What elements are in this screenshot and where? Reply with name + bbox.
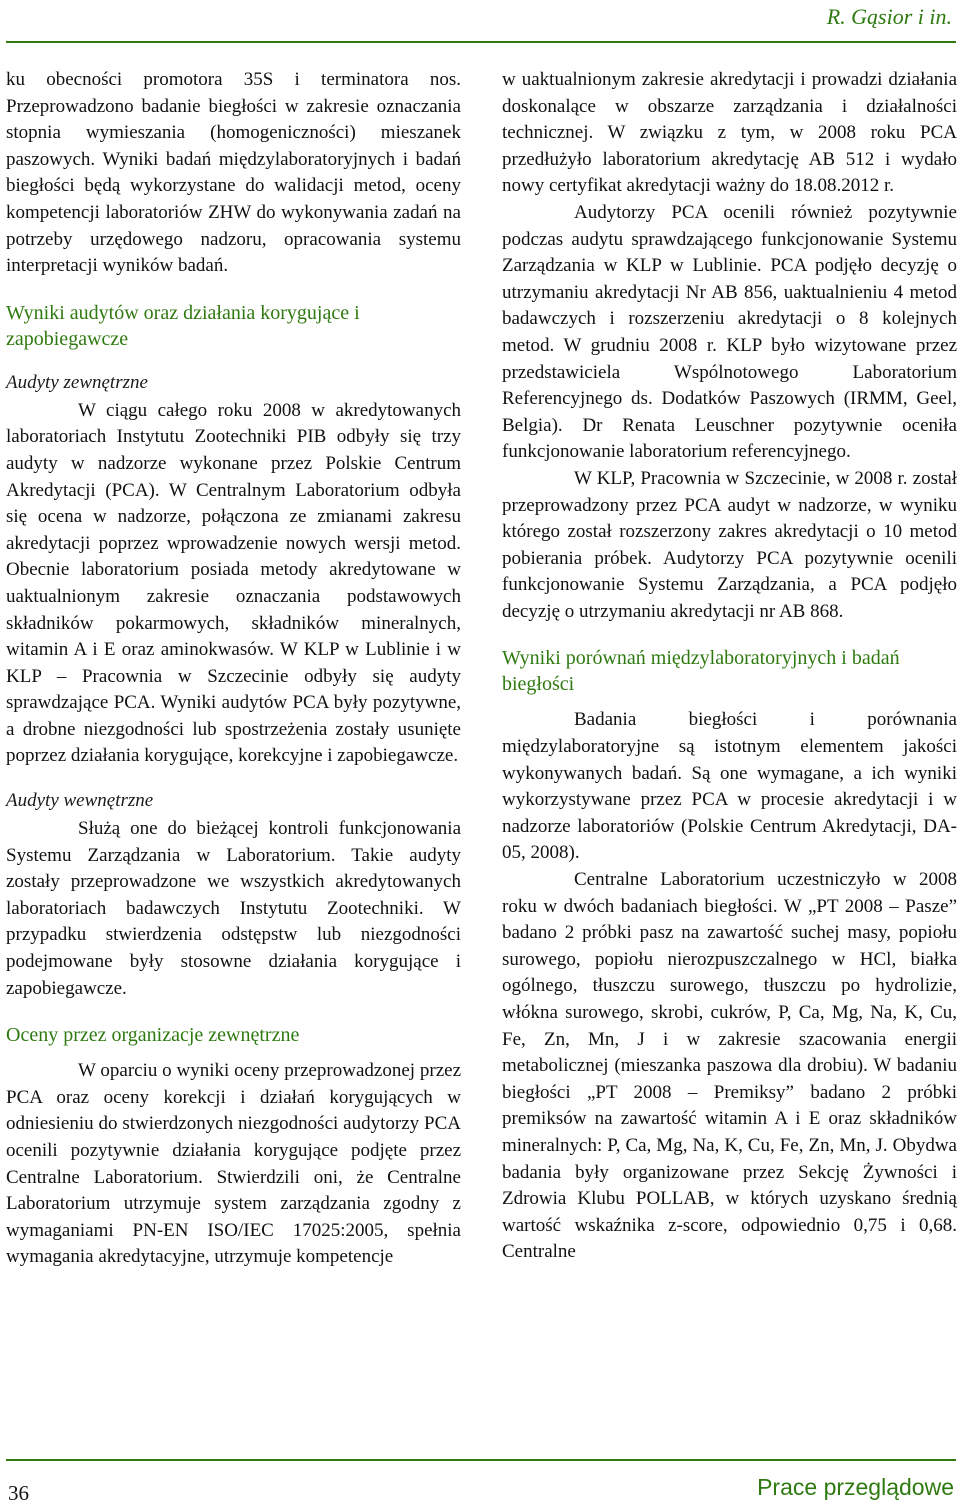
paragraph: W KLP, Pracownia w Szczecinie, w 2008 r. został przeprowadzony przez PCA audyt w nadzorze, w wyniku którego został rozszerzony zakres akredytacji o 10 metod pobierania próbek. Audytorzy PCA pozytywnie ocenili funkcjonowanie Systemu Zarządzania, a PCA podjęło decyzję o utrzymaniu akredytacji nr AB 868. xyxy=(502,467,957,622)
footer-divider xyxy=(6,1459,956,1461)
header-divider xyxy=(6,41,956,43)
paragraph: w uaktualnionym zakresie akredytacji i prowadzi działania doskonalące w obszarze zarządzania i działalności technicznej. W związku z tym, w 2008 roku PCA przedłużyło laboratorium akredytację AB 512 i wydało nowy certyfikat akredytacji ważny do 18.08.2012 r. xyxy=(502,69,957,197)
section-heading: Oceny przez organizacje zewnętrzne xyxy=(6,1024,300,1047)
paragraph: Audytorzy PCA ocenili również pozytywnie podczas audytu sprawdzającego funkcjonowanie Systemu Zarządzania w KLP w Lublinie. PCA podjęło decyzję o utrzymaniu akredytacji Nr AB 856, uaktualnieniu 4 metod badawczych i rozszerzeniu akredytacji o 8 kolejnych metod. W grudniu 2008 r. KLP było wizytowane przez przedstawiciela Wspólnotowego Laboratorium Referencyjnego ds. Dodatków Paszowych (IRMM, Geel, Belgia). Dr Renata Leuschner pozytywnie oceniła funkcjonowanie laboratorium referencyjnego. xyxy=(502,201,957,463)
section-heading: Wyniki audytów oraz działania korygujące i zapobiegawcze xyxy=(6,301,360,350)
journal-section-name: Prace przeglądowe xyxy=(757,1474,954,1500)
right-column xyxy=(502,67,957,1266)
paragraph: ku obecności promotora 35S i terminatora nos. Przeprowadzono badanie biegłości w zakresie oznaczania stopnia wymieszania (homogeniczności) mieszanek paszowych. Wyniki badań międzylaboratoryjnych i badań biegłości będą wykorzystane do walidacji metod, oceny kompetencji laboratoriów ZHW do wykonywania zadań na potrzeby urzędowego nadzoru, opracowania systemu interpretacji wyników badań. xyxy=(6,69,461,277)
subsection-heading: Audyty wewnętrzne xyxy=(6,790,154,812)
paragraph: Służą one do bieżącej kontroli funkcjonowania Systemu Zarządzania w Laboratorium. Takie audyty zostały przeprowadzone we wszystkich akredytowanych laboratoriach badawczych Instytutu Zootechniki. W przypadku stwierdzenia odstępstw lub niezgodności podejmowane były stosowne działania korygujące i zapobiegawcze. xyxy=(6,818,461,999)
section-heading: Wyniki porównań międzylaboratoryjnych i badań biegłości xyxy=(502,647,900,696)
paragraph: W ciągu całego roku 2008 w akredytowanych laboratoriach Instytutu Zootechniki PIB odbyły się trzy audyty w nadzorze wykonane przez Polskie Centrum Akredytacji (PCA). W Centralnym Laboratorium odbyła się ocena w nadzorze, połączona ze zmianami zakresu akredytacji poprzez wprowadzenie nowych wersji metod. Obecnie laboratorium posiada metody akredytowane w uaktualnionym zakresie oznaczania podstawowych składników pokarmowych, składników mineralnych, witamin A i E oraz aminokwasów. W KLP w Lublinie i w KLP – Pracownia w Szczecinie odbyły się audyty sprawdzające PCA. Wyniki audytów PCA były pozytywne, a drobne niezgodności lub spostrzeżenia zostały usunięte poprzez działania korygujące, korekcyjne i zapobiegawcze. xyxy=(6,399,461,767)
paragraph: Centralne Laboratorium uczestniczyło w 2008 roku w dwóch badaniach biegłości. W „PT 2008 – Pasze” badano 2 próbki pasz na zawartość suchej masy, popiołu surowego, popiołu nierozpuszczalnego w HCl, białka ogólnego, tłuszczu surowego, tłuszczu po hydrolizie, włókna surowego, skrobi, cukrów, P, Ca, Mg, Na, K, Cu, Fe, Zn, Mn, J i w zakresie szacowania energii metabolicznej (mieszanka paszowa dla drobiu). W badaniu biegłości „PT 2008 – Premiksy” badano 2 próbki premiksów na zawartość witamin A i E oraz składników mineralnych: P, Ca, Mg, Na, K, Cu, Fe, Zn, Mn, J. Obydwa badania były organizowane przez Sekcję Żywności i Zdrowia Klubu POLLAB, w których uzyskano średnią wartość wskaźnika z-score, odpowiednio 0,75 i 0,68. Centralne xyxy=(502,869,957,1263)
running-title: R. Gąsior i in. xyxy=(826,4,952,29)
subsection-heading: Audyty zewnętrzne xyxy=(6,371,148,393)
paragraph: Badania biegłości i porównania międzylaboratoryjne są istotnym elementem jakości wykonywanych badań. Są one wymagane, a ich wyniki wykorzystywane przez PCA w procesie akredytacji i w nadzorze laboratoriów (Polskie Centrum Akredytacji, DA-05, 2008). xyxy=(502,709,957,864)
left-column xyxy=(6,67,461,1271)
paragraph: W oparciu o wyniki oceny przeprowadzonej przez PCA oraz oceny korekcji i działań korygujących w odniesieniu do stwierdzonych niezgodności audytorzy PCA ocenili pozytywnie działania korygujące podjęte przez Centralne Laboratorium. Stwierdzili oni, że Centralne Laboratorium utrzymuje system zarządzania zgodny z wymaganiami PN-EN ISO/IEC 17025:2005, spełnia wymagania akredytacyjne, utrzymuje kompetencje xyxy=(6,1060,461,1268)
page-number: 36 xyxy=(8,1481,29,1505)
